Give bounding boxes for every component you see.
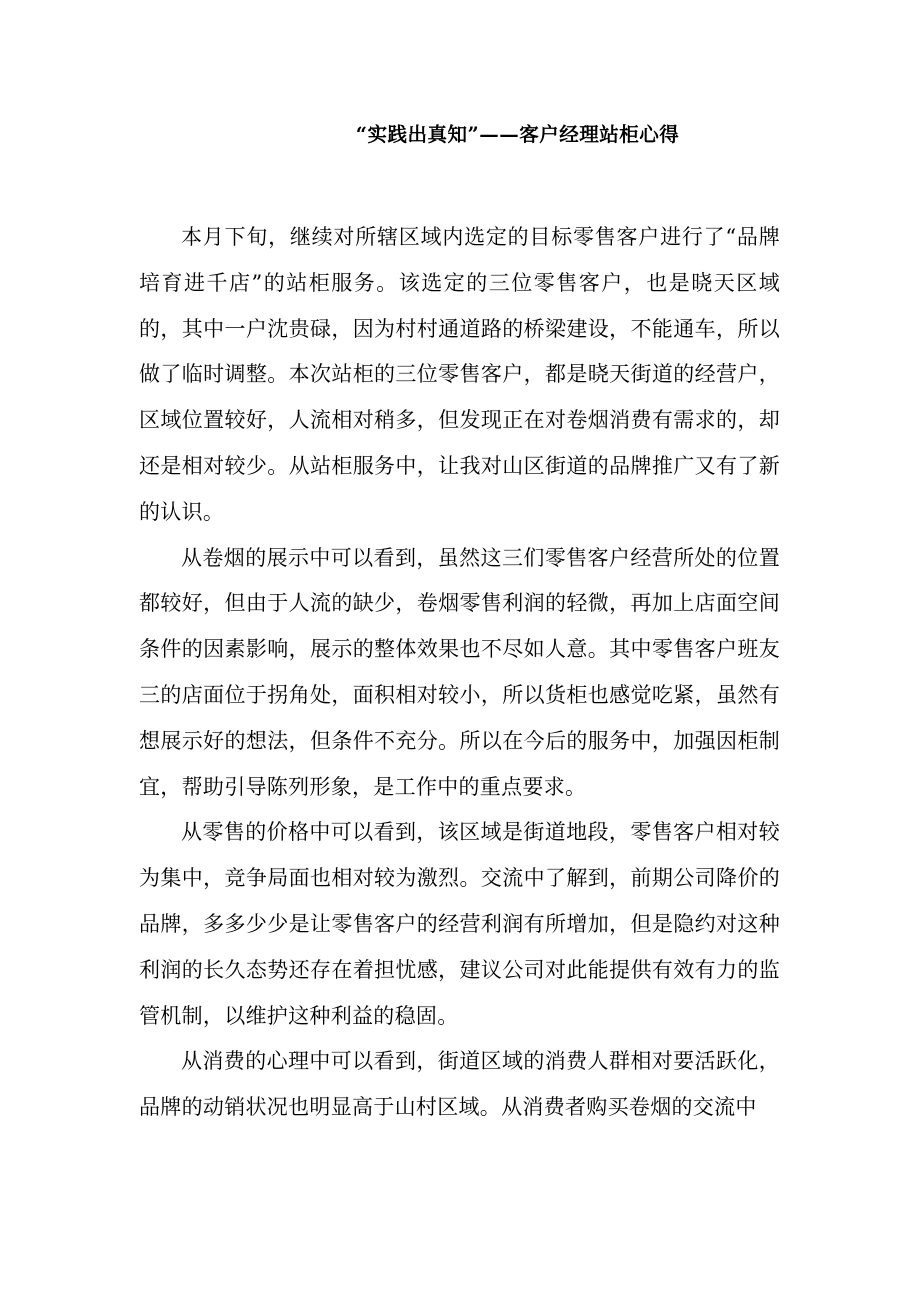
document-body [139, 215, 780, 1131]
paragraph-3: 从零售的价格中可以看到，该区域是街道地段，零售客户相对较为集中，竞争局面也相对较为激烈。交流中了解到，前期公司降价的品牌，多多少少是让零售客户的经营利润有所增加，但是隐约对这种利润的长久态势还存在着担忧感，建议公司对此能提供有效有力的监管机制，以维护这种利益的稳固。 [139, 820, 780, 1028]
paragraph-4: 从消费的心理中可以看到，街道区域的消费人群相对要活跃化，品牌的动销状况也明显高于山村区域。从消费者购买卷烟的交流中 [139, 1049, 780, 1120]
paragraph-2: 从卷烟的展示中可以看到，虽然这三们零售客户经营所处的位置都较好，但由于人流的缺少，卷烟零售利润的轻微，再加上店面空间条件的因素影响，展示的整体效果也不尽如人意。其中零售客户班友三的店面位于拐角处，面积相对较小，所以货柜也感觉吃紧，虽然有想展示好的想法，但条件不充分。所以在今后的服务中，加强因柜制宜，帮助引导陈列形象，是工作中的重点要求。 [139, 545, 780, 799]
document-title: “实践出真知”——客户经理站柜心得 [355, 123, 680, 146]
paragraph-1: 本月下旬，继续对所辖区域内选定的目标零售客户进行了“品牌培育进千店”的站柜服务。该选定的三位零售客户，也是晓天区域的，其中一户沈贵碌，因为村村通道路的桥梁建设，不能通车，所以做了临时调整。本次站柜的三位零售客户，都是晓天街道的经营户，区域位置较好，人流相对稍多，但发现正在对卷烟消费有需求的，却还是相对较少。从站柜服务中，让我对山区街道的品牌推广又有了新的认识。 [139, 225, 780, 524]
